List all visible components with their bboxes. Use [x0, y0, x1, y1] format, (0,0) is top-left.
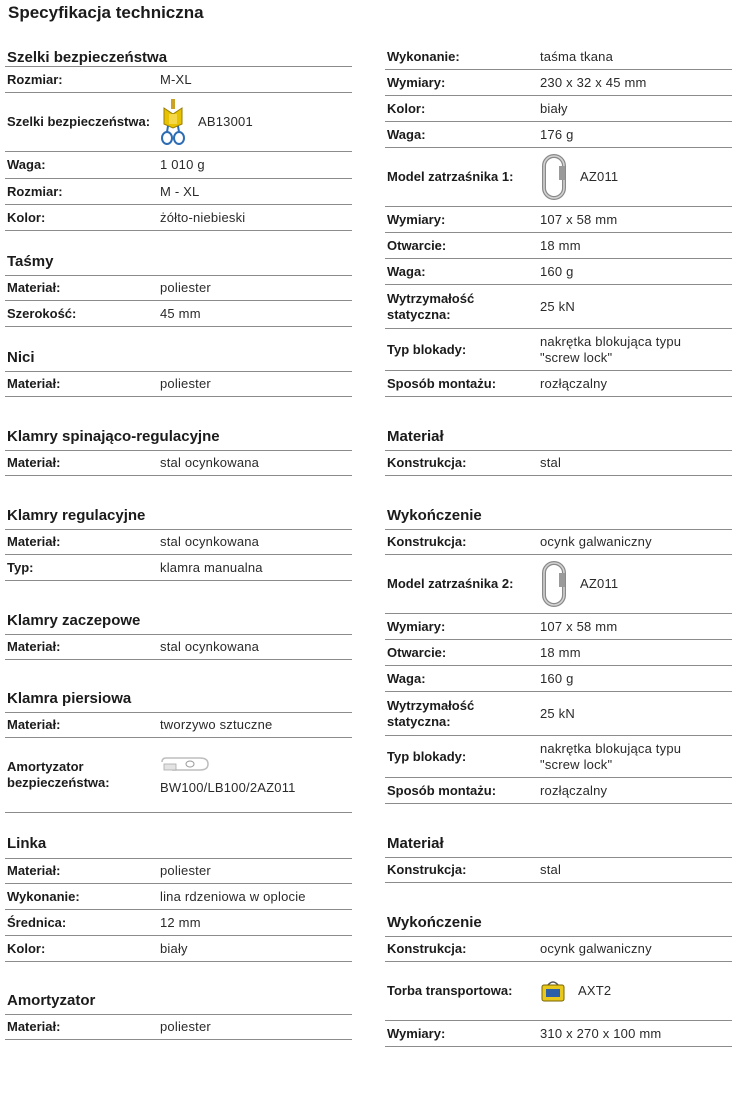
- product-cell: [540, 561, 732, 607]
- spec-label: Konstrukcja:: [387, 941, 467, 956]
- spec-row-transport-bag: [385, 962, 732, 1021]
- spec-label: Materiał:: [7, 376, 61, 391]
- product-code: AB13001: [198, 114, 253, 129]
- spec-label-line: Wytrzymałość: [387, 290, 475, 306]
- section-title-material: Materiał: [387, 428, 444, 445]
- spec-label-line: bezpieczeństwa:: [7, 775, 110, 790]
- spec-label: Model zatrzaśnika 1:: [387, 169, 514, 184]
- spec-label: Materiał:: [7, 863, 61, 878]
- spec-label: [385, 291, 540, 323]
- spec-row-diameter: [5, 910, 352, 936]
- spec-row-dimensions: [385, 70, 732, 96]
- spec-value: 18 mm: [540, 237, 581, 253]
- section-title-material: Materiał: [387, 835, 444, 852]
- section-title-finish: Wykończenie: [387, 914, 482, 931]
- spec-row-weight: [5, 152, 352, 179]
- product-cell: [160, 98, 352, 146]
- spec-row-absorber-product: [5, 738, 352, 813]
- spec-label: Średnica:: [7, 914, 67, 930]
- spec-row-static-strength: [385, 285, 732, 329]
- spec-label: Materiał:: [7, 639, 61, 654]
- spec-value: stal: [540, 455, 562, 470]
- spec-value: stal ocynkowana: [160, 639, 260, 654]
- spec-value: 12 mm: [160, 914, 201, 930]
- section-title-lanyard: Linka: [7, 835, 47, 852]
- transport-bag-image[interactable]: [540, 979, 566, 1003]
- spec-row-weight: [385, 259, 732, 285]
- spec-label: Wymiary:: [387, 74, 446, 90]
- spec-label: Konstrukcja:: [387, 534, 467, 549]
- spec-value: 310 x 270 x 100 mm: [540, 1025, 662, 1041]
- spec-value: 107 x 58 mm: [540, 618, 618, 634]
- spec-row-dimensions: [385, 1021, 732, 1047]
- spec-value: ocynk galwaniczny: [540, 941, 652, 956]
- spec-label: Otwarcie:: [387, 644, 447, 660]
- spec-label: Kolor:: [7, 940, 46, 956]
- spec-row-carabiner-model: [385, 555, 732, 614]
- spec-label: Szelki bezpieczeństwa:: [7, 114, 151, 129]
- section-title-straps: Taśmy: [7, 253, 54, 270]
- spec-label: Kolor:: [7, 209, 46, 225]
- section-title-buckles-hook: Klamry zaczepowe: [7, 612, 141, 629]
- spec-label: Waga:: [387, 670, 426, 686]
- spec-value: biały: [160, 940, 188, 956]
- product-cell: [540, 979, 732, 1003]
- spec-value: stal: [540, 862, 562, 877]
- spec-row-weight: [385, 666, 732, 692]
- product-cell: [540, 154, 732, 200]
- spec-label: Materiał:: [7, 280, 61, 295]
- spec-row-width: [5, 301, 352, 327]
- product-code: AZ011: [580, 169, 619, 184]
- spec-value: ocynk galwaniczny: [540, 534, 652, 549]
- spec-value: 18 mm: [540, 644, 581, 660]
- spec-row-type: [5, 555, 352, 581]
- spec-row-material: [5, 1014, 352, 1040]
- carabiner-product-image[interactable]: [540, 154, 568, 200]
- product-cell: [160, 754, 352, 796]
- carabiner-product-image[interactable]: [540, 561, 568, 607]
- spec-value: rozłączalny: [540, 375, 608, 391]
- spec-value: stal ocynkowana: [160, 455, 260, 470]
- section-title-absorber: Amortyzator: [7, 992, 96, 1009]
- spec-value: poliester: [160, 376, 211, 391]
- spec-label: Model zatrzaśnika 2:: [387, 576, 514, 591]
- spec-value: żółto-niebieski: [160, 209, 246, 225]
- spec-label: Rozmiar:: [7, 71, 63, 87]
- spec-row-material: [5, 275, 352, 301]
- spec-value-line: nakrętka blokująca typu: [540, 333, 682, 349]
- spec-row-color: [5, 205, 352, 231]
- spec-label-line: statyczna:: [387, 306, 451, 322]
- spec-value: 1 010 g: [160, 157, 205, 172]
- spec-value: [540, 334, 732, 366]
- spec-label: Szerokość:: [7, 305, 77, 321]
- spec-row-material: [5, 858, 352, 884]
- absorber-product-image[interactable]: [160, 754, 212, 776]
- spec-value: klamra manualna: [160, 559, 263, 575]
- spec-value-line: "screw lock": [540, 349, 613, 365]
- spec-row-construction: [385, 936, 732, 962]
- spec-row-execution: [385, 44, 732, 70]
- spec-value: rozłączalny: [540, 782, 608, 798]
- spec-value: 25 kN: [540, 298, 575, 314]
- product-code: BW100/LB100/2AZ011: [160, 780, 296, 795]
- spec-value: biały: [540, 100, 568, 116]
- spec-label: Sposób montażu:: [387, 375, 497, 391]
- spec-value: tworzywo sztuczne: [160, 717, 273, 732]
- spec-row-material: [5, 450, 352, 476]
- spec-label: [385, 698, 540, 730]
- spec-row-construction: [385, 529, 732, 555]
- spec-row-material: [5, 634, 352, 660]
- spec-label: Kolor:: [387, 100, 426, 116]
- spec-row-harness-product: [5, 93, 352, 152]
- spec-value: 176 g: [540, 126, 574, 142]
- section-title-threads: Nici: [7, 349, 35, 366]
- spec-label: Wymiary:: [387, 1025, 446, 1041]
- spec-row-carabiner-model: [385, 148, 732, 207]
- spec-row-lock-type: [385, 329, 732, 371]
- spec-label: Waga:: [387, 263, 426, 279]
- spec-value: 160 g: [540, 670, 574, 686]
- spec-value: M - XL: [160, 183, 200, 199]
- spec-value-line: nakrętka blokująca typu: [540, 740, 682, 756]
- spec-label-line: Wytrzymałość: [387, 697, 475, 713]
- spec-label: Otwarcie:: [387, 237, 447, 253]
- spec-row-color: [385, 96, 732, 122]
- spec-row-dimensions: [385, 207, 732, 233]
- spec-value: 160 g: [540, 263, 574, 279]
- spec-label: Typ blokady:: [387, 748, 467, 764]
- left-spec-column: [5, 46, 352, 1040]
- spec-value: poliester: [160, 863, 211, 878]
- section-title-buckles-connecting: Klamry spinająco-regulacyjne: [7, 428, 220, 445]
- product-code: AXT2: [578, 983, 612, 998]
- spec-value: 230 x 32 x 45 mm: [540, 74, 647, 90]
- section-title-chest-buckle: Klamra piersiowa: [7, 690, 132, 707]
- spec-value: 25 kN: [540, 705, 575, 721]
- spec-label: Sposób montażu:: [387, 782, 497, 798]
- spec-label: Waga:: [387, 126, 426, 142]
- spec-label: [5, 759, 160, 791]
- spec-label-line: Amortyzator: [7, 759, 84, 774]
- spec-row-dimensions: [385, 614, 732, 640]
- section-title-finish: Wykończenie: [387, 507, 482, 524]
- spec-row-static-strength: [385, 692, 732, 736]
- spec-label: Torba transportowa:: [387, 983, 513, 998]
- spec-label: Materiał:: [7, 1019, 61, 1034]
- spec-label-line: statyczna:: [387, 713, 451, 729]
- product-code: AZ011: [580, 576, 619, 591]
- harness-product-image[interactable]: [160, 98, 186, 146]
- spec-value-line: "screw lock": [540, 756, 613, 772]
- spec-value: taśma tkana: [540, 48, 614, 64]
- spec-label: Waga:: [7, 157, 46, 172]
- spec-label: Materiał:: [7, 455, 61, 470]
- page-title: Specyfikacja techniczna: [8, 3, 204, 22]
- spec-label: Wykonanie:: [7, 888, 80, 904]
- spec-value: poliester: [160, 1019, 211, 1034]
- spec-value: lina rdzeniowa w oplocie: [160, 888, 306, 904]
- spec-value: 45 mm: [160, 305, 201, 321]
- spec-row-weight: [385, 122, 732, 148]
- spec-value: M-XL: [160, 71, 192, 87]
- spec-label: Wykonanie:: [387, 48, 460, 64]
- spec-label: Materiał:: [7, 717, 61, 732]
- spec-label: Konstrukcja:: [387, 862, 467, 877]
- spec-row-material: [5, 529, 352, 555]
- spec-row-construction: [385, 450, 732, 476]
- spec-row-mounting: [385, 778, 732, 804]
- spec-label: Typ:: [7, 559, 34, 575]
- spec-value: 107 x 58 mm: [540, 211, 618, 227]
- spec-label: Rozmiar:: [7, 183, 63, 199]
- section-title-harness: Szelki bezpieczeństwa: [7, 49, 168, 66]
- spec-row-construction: [385, 857, 732, 883]
- spec-row-mounting: [385, 371, 732, 397]
- spec-row-execution: [5, 884, 352, 910]
- spec-row-opening: [385, 640, 732, 666]
- spec-label: Materiał:: [7, 534, 61, 549]
- spec-label: Wymiary:: [387, 618, 446, 634]
- spec-label: Konstrukcja:: [387, 455, 467, 470]
- spec-row-material: [5, 371, 352, 397]
- spec-row-color: [5, 936, 352, 962]
- spec-row-lock-type: [385, 736, 732, 778]
- spec-row-size: [5, 179, 352, 205]
- right-spec-column: [385, 44, 732, 1047]
- spec-value: stal ocynkowana: [160, 534, 260, 549]
- section-title-buckles-adjusting: Klamry regulacyjne: [7, 507, 146, 524]
- spec-value: poliester: [160, 280, 211, 295]
- spec-label: Typ blokady:: [387, 341, 467, 357]
- spec-label: Wymiary:: [387, 211, 446, 227]
- spec-row-size: [5, 66, 352, 93]
- spec-row-material: [5, 712, 352, 738]
- spec-row-opening: [385, 233, 732, 259]
- spec-value: [540, 741, 732, 773]
